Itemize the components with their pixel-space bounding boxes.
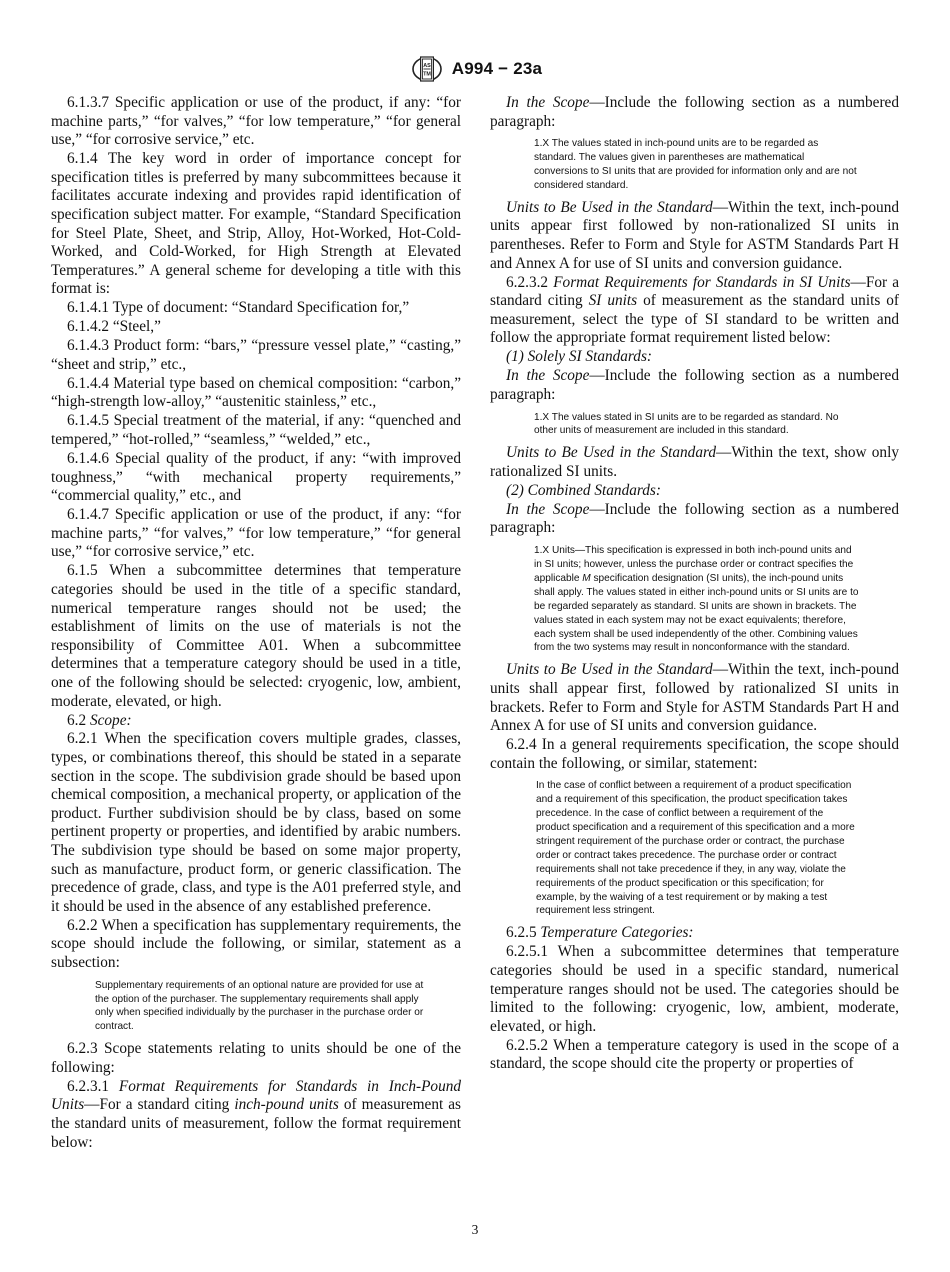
- page-header: [0, 56, 950, 86]
- si-scope-statement: 1.X The values stated in SI units are to be regarded as standard. No other units of measurement are included in this standard.: [534, 411, 839, 437]
- paragraph-6-2-3-2: [490, 274, 899, 348]
- paragraph-6-2-4: 6.2.4 In a general requirements specification, the scope should contain the following, or similar, statement:: [490, 736, 899, 772]
- paragraph-6-2-5-2: 6.2.5.2 When a temperature category is used in the scope of a standard, the scope should cite the property or properties of: [490, 1036, 899, 1073]
- paragraph-text: of measurement as the standard units of measurement, follow the format requirement below:: [51, 1096, 462, 1151]
- combined-standards-heading: [490, 482, 899, 501]
- solely-si-heading: [490, 348, 899, 367]
- emphasis-text: SI units: [588, 292, 638, 310]
- section-title: Format Requirements for Standards in SI Units: [553, 273, 851, 291]
- in-the-scope-si: [490, 367, 899, 404]
- statement-text: 1.X Units—This specification is expressed in both inch-pound units and in SI units; however, unless the purchase order or contract specifies the applicable: [534, 545, 854, 584]
- paragraph-6-1-4-7: 6.1.4.7 Specific application or use of the product, if any: “for machine parts,” “for valves,” “for low temperature,” “for general use,” “for corrosive service,” etc.: [51, 506, 461, 561]
- paragraph-text: —Include the following section as a numbered paragraph:: [490, 367, 899, 403]
- run-in-heading: Units to Be Used in the Standard: [506, 198, 713, 216]
- paragraph-6-1-4-1: 6.1.4.1 Type of document: “Standard Specification for,”: [67, 299, 410, 317]
- paragraph-6-2-3: 6.2.3 Scope statements relating to units should be one of the following:: [51, 1040, 461, 1076]
- section-number: 6.2: [67, 711, 90, 729]
- units-in-standard-combined: [490, 661, 899, 735]
- section-number: 6.2.5: [506, 924, 541, 942]
- paragraph-6-1-4-6: 6.1.4.6 Special quality of the product, if any: “with improved toughness,” “with mechanical property requirements,” “commercial quality,” etc., and: [51, 450, 461, 505]
- paragraph-6-2-2: 6.2.2 When a specification has supplementary requirements, the scope should include the following, or similar, statement as a subsection:: [51, 916, 461, 971]
- paragraph-text: of measurement as the standard units of measurement, select the type of SI standard to be written and follow the appropriate format requirement listed below:: [490, 292, 899, 347]
- run-in-heading: Units to Be Used in the Standard: [506, 661, 713, 679]
- paragraph-6-1-5: 6.1.5 When a subcommittee determines that temperature categories should be used in the title of a specific standard, numerical temperature ranges should not be used; the establishment of limits on the use of materials is not the responsibility of Committee A01. When a subcommittee determines that a temperature category should be used in a title, one of the following should be selected: cryogenic, low, ambient, moderate, elevated, or high.: [51, 562, 461, 710]
- run-in-heading: In the Scope: [506, 94, 590, 111]
- paragraph-6-1-4-2: 6.1.4.2 “Steel,”: [67, 318, 161, 336]
- paragraph-text: —For a standard citing: [84, 1096, 235, 1114]
- inch-pound-scope-statement: 1.X The values stated in inch-pound units are to be regarded as standard. The values given in parentheses are mathematical conversions to SI units that are provided for information only and are not considered standard.: [534, 138, 857, 191]
- paragraph-text: —Within the text, inch-pound units shall appear first, followed by rationalized SI units in brackets. Refer to Form and Style for ASTM Standards Part H and Annex A for use of SI units and conversion guidance.: [490, 661, 899, 735]
- in-the-scope-combined: [490, 501, 899, 538]
- paragraph-6-1-4-4: 6.1.4.4 Material type based on chemical composition: “carbon,” “high-strength low-alloy,” “austenitic stainless,” etc.,: [51, 374, 461, 411]
- section-number: 6.2.3.1: [67, 1077, 119, 1095]
- units-in-standard-inch-pound: [490, 199, 899, 273]
- units-in-standard-si: [490, 444, 899, 481]
- section-6-2-5-heading: [490, 924, 899, 943]
- paragraph-6-1-4-5: 6.1.4.5 Special treatment of the material, if any: “quenched and tempered,” “hot-rolled,” “seamless,” “welded,” etc.,: [51, 412, 461, 449]
- astm-logo-icon: [408, 56, 446, 82]
- page-number: 3: [471, 1222, 479, 1237]
- run-in-heading: Units to Be Used in the Standard: [506, 444, 717, 462]
- run-in-heading: In the Scope: [506, 367, 590, 385]
- combined-scope-statement: [490, 544, 899, 655]
- document-designation: A994 − 23a: [451, 59, 543, 78]
- in-the-scope-inch-pound: [490, 94, 899, 131]
- paragraph-text: —For a standard citing: [490, 273, 899, 310]
- paragraph-6-2-1: 6.2.1 When the specification covers multiple grades, classes, types, or combinations thereof, this should be stated in a separate section in the scope. The subdivision grade should be based upon chemical composition, a mechanical property, or application of the product. Further subdivision should be by class, based on some pertinent property or properties, and identified by arabic numbers. The subdivision type should be based on some major property, such as manufacture, product form, or generic classification. The precedence of grade, class, and type is the A01 preferred style, and it should be used in the absence of any established preference.: [51, 730, 461, 915]
- section-number: 6.2.3.2: [506, 273, 554, 291]
- paragraph-6-1-4-3: 6.1.4.3 Product form: “bars,” “pressure vessel plate,” “casting,” “sheet and strip,” etc.,: [51, 337, 461, 373]
- paragraph-6-1-4: 6.1.4 The key word in order of importance concept for specification titles is preferred by many subcommittees because it facilitates accurate indexing and provides rapid identification of specification subject matter. For example, “Standard Specification for Steel Plate, Sheet, and Strip, Alloy, Hot-Worked, Hot-Cold-Worked, and Cold-Worked, for High Strength at Elevated Temperatures.” A general scheme for developing a title with this format is:: [51, 150, 461, 298]
- emphasis-text: inch-pound units: [234, 1096, 339, 1114]
- supplementary-requirements-statement: Supplementary requirements of an optional nature are provided for use at the option of the purchaser. The supplementary requirements shall apply only when specified individually by the purchaser in the purchase order or contract.: [95, 979, 424, 1033]
- svg-text:AS: AS: [423, 63, 431, 69]
- statement-text: specification designation (SI units), the inch-pound units shall apply. The values stated in either inch-pound units or SI units are to be regarded separately as standard. SI units are shown in brackets. The values stated in each system may not be exact equivalents; therefore, each system shall be used independently of the other. Combining values from the two systems may result in nonconformance with the standard.: [534, 572, 859, 654]
- subheading-text: (2) Combined Standards:: [506, 481, 661, 499]
- section-title: Format Requirements for Standards in Inch-Pound Units: [51, 1077, 462, 1114]
- emphasis-text: M: [582, 572, 591, 584]
- conflict-precedence-statement: In the case of conflict between a requirement of a product specification and a requirement of this specification, the product specification takes precedence. In the case of conflict between a requirement of the product specification and a requirement of this specification and a more stringent requirement of the purchase order or contract, the purchase order or contract takes precedence. The purchase order or contract requirements shall not take precedence if they, in any way, violate the requirements of the product specification or this specification; for example, by the waiving of a test requirement or by making a test requirement less stringent.: [536, 780, 855, 917]
- subheading-text: (1) Solely SI Standards:: [506, 348, 652, 366]
- left-column: [51, 94, 461, 1152]
- paragraph-6-2-5-1: 6.2.5.1 When a subcommittee determines that temperature categories should be used in a specific standard, numerical temperature ranges should not be used. The categories should be limited to the following: cryogenic, low, ambient, moderate, elevated, or high.: [490, 943, 899, 1035]
- section-6-2-heading: [51, 712, 461, 731]
- section-title: Scope:: [89, 711, 132, 729]
- right-column: [490, 94, 899, 1074]
- svg-text:TM: TM: [422, 71, 431, 78]
- paragraph-text: —Include the following section as a numbered paragraph:: [490, 94, 899, 130]
- paragraph-text: —Within the text, show only rationalized SI units.: [490, 444, 899, 480]
- paragraph-6-1-3-7: 6.1.3.7 Specific application or use of the product, if any: “for machine parts,” “for valves,” “for low temperature,” “for general use,” “for corrosive service,” etc.: [51, 94, 461, 149]
- paragraph-6-2-3-1: [51, 1078, 461, 1152]
- run-in-heading: In the Scope: [506, 500, 590, 518]
- paragraph-text: —Include the following section as a numbered paragraph:: [490, 500, 899, 537]
- paragraph-text: —Within the text, inch-pound units appear first followed by non-rationalized SI units in parentheses. Refer to Form and Style for ASTM Standards Part H and Annex A for use of SI units and conversion guidance.: [490, 198, 899, 272]
- section-title: Temperature Categories:: [540, 924, 694, 942]
